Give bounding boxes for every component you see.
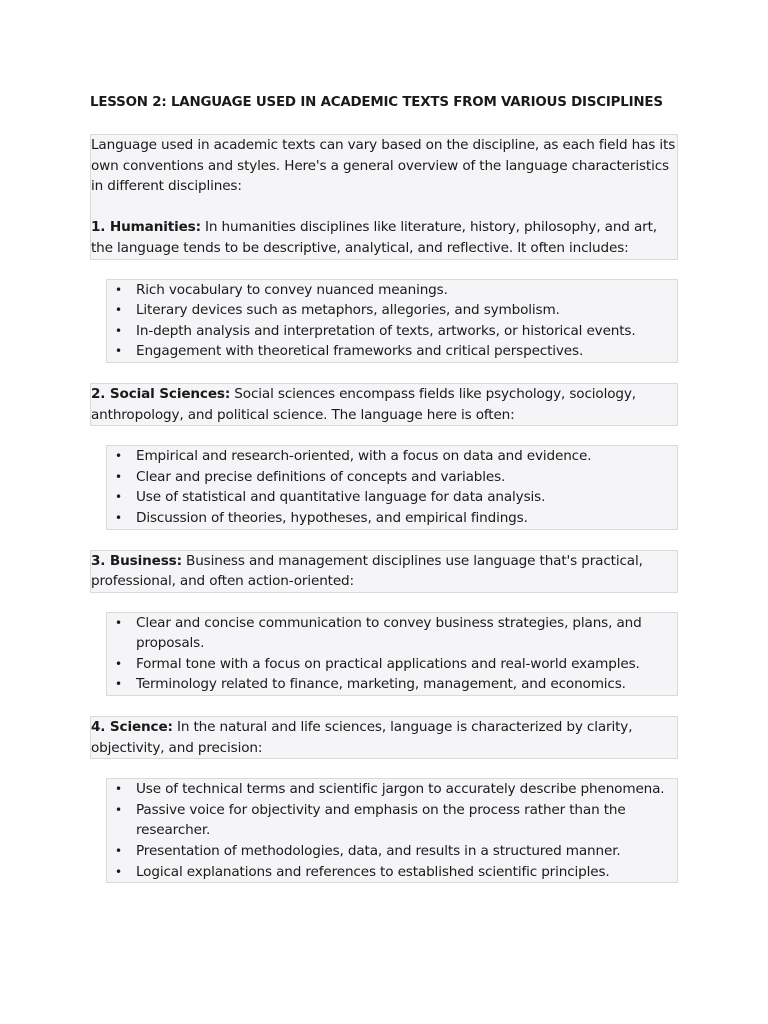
bullet-icon: •	[115, 323, 122, 338]
list-item: • Logical explanations and references to established scientific principles.	[107, 862, 677, 883]
section-1-label: 1. Humanities:	[91, 219, 201, 236]
intro-paragraph: Language used in academic texts can vary based on the discipline, as each field has its own conventions and styles. Here's a general overview of the language characteristics in different disciplines:	[91, 137, 676, 195]
list-item: • Use of technical terms and scientific jargon to accurately describe phenomena.	[107, 779, 677, 800]
section-2-paragraph-box	[90, 383, 678, 426]
section-4-text: In the natural and life sciences, language is characterized by clarity, objectivity, and precision:	[91, 719, 633, 756]
bullet-icon: •	[115, 677, 122, 692]
list-item: • Discussion of theories, hypotheses, and empirical findings.	[107, 508, 677, 529]
section-4-bullet-list	[106, 778, 678, 883]
bullet-icon: •	[115, 282, 122, 297]
document-page	[90, 93, 678, 883]
bullet-icon: •	[115, 802, 122, 817]
bullet-icon: •	[115, 782, 122, 797]
section-1-text: In humanities disciplines like literature, history, philosophy, and art, the language tends to be descriptive, analytical, and reflective. It often includes:	[91, 219, 657, 256]
section-2	[90, 383, 678, 530]
list-item: • Literary devices such as metaphors, allegories, and symbolism.	[107, 300, 677, 321]
section-3-paragraph-box	[90, 550, 678, 593]
list-item: • Formal tone with a focus on practical applications and real-world examples.	[107, 654, 677, 675]
list-item: • Clear and precise definitions of concepts and variables.	[107, 467, 677, 488]
section-2-paragraph	[91, 384, 677, 425]
list-item: • Presentation of methodologies, data, and results in a structured manner.	[107, 841, 677, 862]
list-item: • Passive voice for objectivity and emphasis on the process rather than the researcher.	[115, 801, 626, 839]
list-item: • Engagement with theoretical frameworks and critical perspectives.	[107, 341, 677, 362]
bullet-icon: •	[115, 469, 122, 484]
section-4-paragraph	[91, 717, 677, 758]
section-3	[90, 550, 678, 697]
section-4	[90, 716, 678, 883]
section-2-bullet-list	[106, 445, 678, 529]
list-item: • Empirical and research-oriented, with a focus on data and evidence.	[107, 446, 677, 467]
bullet-icon: •	[115, 510, 122, 525]
intro-and-humanities-box	[90, 134, 678, 260]
bullet-icon: •	[115, 303, 122, 318]
bullet-icon: •	[115, 844, 122, 859]
bullet-icon: •	[115, 864, 122, 879]
bullet-icon: •	[115, 656, 122, 671]
bullet-icon: •	[115, 615, 122, 630]
section-3-paragraph	[91, 551, 677, 592]
section-1-bullet-list	[106, 279, 678, 363]
list-item: • Terminology related to finance, marketing, management, and economics.	[107, 674, 677, 695]
section-2-text: Social sciences encompass fields like psychology, sociology, anthropology, and political science. The language here is often:	[91, 385, 636, 423]
list-item: • In-depth analysis and interpretation of texts, artworks, or historical events.	[107, 321, 677, 342]
section-3-label: 3. Business:	[91, 552, 182, 569]
section-1-paragraph	[91, 217, 677, 258]
paragraph-gap	[91, 197, 677, 218]
bullet-icon: •	[115, 449, 122, 464]
list-item: • Use of statistical and quantitative language for data analysis.	[107, 487, 677, 508]
list-item: • Clear and concise communication to convey business strategies, plans, and proposals.	[115, 614, 642, 652]
list-item: • Rich vocabulary to convey nuanced meanings.	[107, 280, 677, 301]
section-3-text: Business and management disciplines use language that's practical, professional, and often action-oriented:	[91, 552, 643, 590]
bullet-icon: •	[115, 344, 122, 359]
bullet-icon: •	[115, 490, 122, 505]
section-4-paragraph-box	[90, 716, 678, 759]
section-4-label: 4. Science:	[91, 719, 173, 736]
section-2-label: 2. Social Sciences:	[91, 385, 231, 402]
lesson-title: LESSON 2: LANGUAGE USED IN ACADEMIC TEXTS FROM VARIOUS DISCIPLINES	[90, 95, 663, 110]
section-3-bullet-list	[106, 612, 678, 696]
